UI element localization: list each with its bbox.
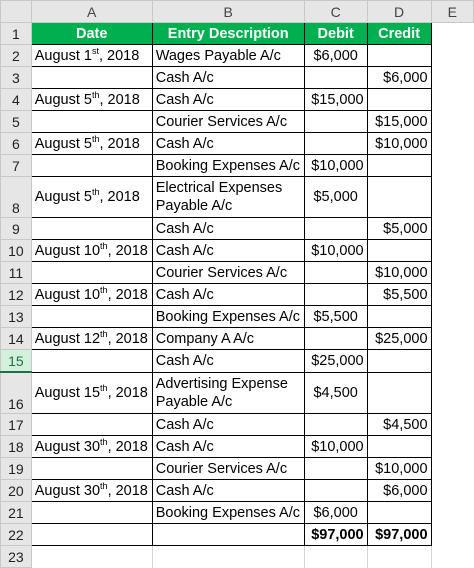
- credit-cell[interactable]: $15,000: [367, 111, 431, 133]
- description-cell[interactable]: Cash A/c: [152, 414, 304, 436]
- debit-cell[interactable]: [304, 218, 367, 240]
- debit-cell[interactable]: $6,000: [304, 45, 367, 67]
- description-cell[interactable]: Booking Expenses A/c: [152, 306, 304, 328]
- credit-cell[interactable]: [367, 177, 431, 218]
- table-row: [1, 502, 474, 524]
- credit-cell[interactable]: $4,500: [367, 414, 431, 436]
- total-row: [1, 524, 474, 546]
- row-header[interactable]: 3: [1, 67, 32, 89]
- empty-cell[interactable]: [31, 546, 152, 568]
- credit-cell[interactable]: [367, 436, 431, 458]
- table-row: [1, 262, 474, 284]
- credit-cell[interactable]: [367, 89, 431, 111]
- debit-cell[interactable]: [304, 111, 367, 133]
- table-row: [1, 111, 474, 133]
- debit-cell[interactable]: $10,000: [304, 240, 367, 262]
- row-header[interactable]: 12: [1, 284, 32, 306]
- date-cell[interactable]: [31, 414, 152, 436]
- debit-cell[interactable]: $25,000: [304, 350, 367, 373]
- date-cell[interactable]: [31, 67, 152, 89]
- date-cell[interactable]: [31, 284, 152, 306]
- description-cell[interactable]: Company A A/c: [152, 328, 304, 350]
- row-header[interactable]: 23: [1, 546, 32, 568]
- row-header[interactable]: 5: [1, 111, 32, 133]
- credit-cell[interactable]: [367, 306, 431, 328]
- description-cell[interactable]: Booking Expenses A/c: [152, 502, 304, 524]
- row-header[interactable]: 17: [1, 414, 32, 436]
- description-cell[interactable]: Courier Services A/c: [152, 458, 304, 480]
- credit-header[interactable]: Credit: [367, 23, 431, 45]
- date-year: , 2018: [107, 438, 148, 455]
- date-cell[interactable]: [31, 133, 152, 155]
- row-header[interactable]: 22: [1, 524, 32, 546]
- date-cell[interactable]: [31, 328, 152, 350]
- description-cell[interactable]: Cash A/c: [152, 480, 304, 502]
- date-suffix: th: [100, 284, 108, 295]
- empty-cell[interactable]: [431, 458, 473, 480]
- empty-cell[interactable]: [431, 45, 473, 67]
- table-row: [1, 284, 474, 306]
- debit-cell[interactable]: $5,000: [304, 177, 367, 218]
- date-cell[interactable]: [31, 262, 152, 284]
- description-cell[interactable]: Cash A/c: [152, 284, 304, 306]
- date-year: , 2018: [107, 242, 148, 259]
- debit-cell[interactable]: [304, 458, 367, 480]
- empty-cell[interactable]: [431, 67, 473, 89]
- credit-cell[interactable]: $10,000: [367, 458, 431, 480]
- empty-cell[interactable]: [431, 111, 473, 133]
- description-cell[interactable]: Cash A/c: [152, 89, 304, 111]
- date-year: , 2018: [99, 135, 140, 152]
- credit-cell[interactable]: [367, 350, 431, 373]
- date-text: August 15: [34, 384, 101, 401]
- date-cell[interactable]: [31, 45, 152, 67]
- debit-cell[interactable]: [304, 328, 367, 350]
- row-header[interactable]: 21: [1, 502, 32, 524]
- date-suffix: th: [91, 89, 100, 100]
- credit-cell[interactable]: [367, 372, 431, 414]
- credit-cell[interactable]: $5,500: [367, 284, 431, 306]
- credit-cell[interactable]: [367, 240, 431, 262]
- total-debit[interactable]: $97,000: [304, 524, 367, 546]
- credit-cell[interactable]: [367, 155, 431, 177]
- table-row: [1, 480, 474, 502]
- column-header-c[interactable]: C: [304, 1, 367, 23]
- date-text: August 10: [34, 242, 101, 259]
- total-credit[interactable]: $97,000: [367, 524, 431, 546]
- date-cell[interactable]: [31, 372, 152, 414]
- date-cell[interactable]: [31, 306, 152, 328]
- empty-cell[interactable]: [431, 524, 473, 546]
- credit-cell[interactable]: [367, 502, 431, 524]
- credit-cell[interactable]: [367, 45, 431, 67]
- column-header-a[interactable]: A: [31, 1, 152, 23]
- empty-cell[interactable]: [431, 480, 473, 502]
- table-row: [1, 240, 474, 262]
- empty-cell[interactable]: [431, 218, 473, 240]
- empty-cell[interactable]: [431, 284, 473, 306]
- description-cell[interactable]: Wages Payable A/c: [152, 45, 304, 67]
- date-cell[interactable]: [31, 240, 152, 262]
- table-row: [1, 546, 474, 568]
- debit-cell[interactable]: [304, 414, 367, 436]
- description-cell[interactable]: Courier Services A/c: [152, 111, 304, 133]
- row-header[interactable]: 1: [1, 23, 32, 45]
- row-header[interactable]: 14: [1, 328, 32, 350]
- credit-cell[interactable]: $5,000: [367, 218, 431, 240]
- date-year: , 2018: [107, 384, 148, 401]
- date-year: , 2018: [99, 47, 140, 64]
- debit-cell[interactable]: $6,000: [304, 502, 367, 524]
- date-text: August 12: [34, 330, 101, 347]
- empty-cell[interactable]: [431, 546, 473, 568]
- date-cell[interactable]: [31, 218, 152, 240]
- column-header-b[interactable]: B: [152, 1, 304, 23]
- date-suffix: th: [100, 240, 108, 251]
- description-cell[interactable]: Cash A/c: [152, 133, 304, 155]
- debit-cell[interactable]: $15,000: [304, 89, 367, 111]
- credit-cell[interactable]: $6,000: [367, 480, 431, 502]
- column-header-e[interactable]: E: [431, 1, 473, 23]
- row-header[interactable]: 8: [1, 177, 32, 218]
- empty-cell[interactable]: [431, 133, 473, 155]
- date-cell[interactable]: [31, 480, 152, 502]
- empty-cell[interactable]: [431, 350, 473, 373]
- debit-cell[interactable]: $5,500: [304, 306, 367, 328]
- date-year: , 2018: [99, 91, 140, 108]
- table-row: [1, 436, 474, 458]
- row-header[interactable]: 7: [1, 155, 32, 177]
- empty-cell[interactable]: [431, 502, 473, 524]
- date-cell[interactable]: [31, 177, 152, 218]
- date-text: August 5: [34, 91, 92, 108]
- date-text: August 30: [34, 482, 101, 499]
- table-row: [1, 177, 474, 218]
- table-row: [1, 218, 474, 240]
- empty-cell[interactable]: [431, 155, 473, 177]
- description-cell[interactable]: Cash A/c: [152, 350, 304, 373]
- select-all-corner[interactable]: [1, 1, 32, 23]
- debit-cell[interactable]: $10,000: [304, 155, 367, 177]
- date-suffix: th: [100, 382, 108, 393]
- row-header[interactable]: 6: [1, 133, 32, 155]
- date-suffix: th: [91, 187, 100, 198]
- credit-cell[interactable]: $10,000: [367, 133, 431, 155]
- column-header-row: [1, 1, 474, 23]
- description-cell[interactable]: Advertising Expense Payable A/c: [152, 372, 304, 414]
- debit-cell[interactable]: $4,500: [304, 372, 367, 414]
- row-header[interactable]: 18: [1, 436, 32, 458]
- credit-cell[interactable]: $25,000: [367, 328, 431, 350]
- table-row: [1, 372, 474, 414]
- debit-cell[interactable]: [304, 262, 367, 284]
- row-header[interactable]: 4: [1, 89, 32, 111]
- date-suffix: th: [100, 436, 108, 447]
- date-year: , 2018: [107, 286, 148, 303]
- row-header[interactable]: 9: [1, 218, 32, 240]
- row-header[interactable]: 20: [1, 480, 32, 502]
- date-text: August 1: [34, 47, 92, 64]
- empty-cell[interactable]: [367, 546, 431, 568]
- table-row: [1, 350, 474, 373]
- table-row: [1, 414, 474, 436]
- description-cell[interactable]: Cash A/c: [152, 67, 304, 89]
- table-row: [1, 133, 474, 155]
- row-header[interactable]: 2: [1, 45, 32, 67]
- table-header-row: [1, 23, 474, 45]
- empty-cell[interactable]: [431, 372, 473, 414]
- empty-cell[interactable]: [431, 89, 473, 111]
- table-row: [1, 155, 474, 177]
- row-header[interactable]: 16: [1, 372, 32, 414]
- row-header[interactable]: 13: [1, 306, 32, 328]
- date-cell[interactable]: [31, 502, 152, 524]
- date-cell[interactable]: [31, 436, 152, 458]
- credit-cell[interactable]: $10,000: [367, 262, 431, 284]
- description-cell[interactable]: Electrical Expenses Payable A/c: [152, 177, 304, 218]
- table-row: [1, 306, 474, 328]
- date-text: August 5: [34, 135, 92, 152]
- date-text: August 5: [34, 189, 92, 205]
- description-cell[interactable]: Booking Expenses A/c: [152, 155, 304, 177]
- date-year: , 2018: [99, 189, 140, 205]
- debit-cell[interactable]: [304, 284, 367, 306]
- date-cell[interactable]: [31, 89, 152, 111]
- table-row: [1, 67, 474, 89]
- date-suffix: th: [100, 480, 108, 491]
- table-row: [1, 458, 474, 480]
- date-cell[interactable]: [31, 524, 152, 546]
- empty-cell[interactable]: [431, 240, 473, 262]
- date-cell[interactable]: [31, 155, 152, 177]
- column-header-d[interactable]: D: [367, 1, 431, 23]
- table-row: [1, 89, 474, 111]
- row-header[interactable]: 10: [1, 240, 32, 262]
- row-header[interactable]: 19: [1, 458, 32, 480]
- table-row: [1, 328, 474, 350]
- date-cell[interactable]: [31, 350, 152, 373]
- description-cell[interactable]: [152, 524, 304, 546]
- empty-cell[interactable]: [304, 546, 367, 568]
- empty-cell[interactable]: [431, 23, 473, 45]
- date-cell[interactable]: [31, 458, 152, 480]
- date-suffix: th: [100, 328, 108, 339]
- debit-cell[interactable]: $10,000: [304, 436, 367, 458]
- table-row: [1, 45, 474, 67]
- empty-cell[interactable]: [431, 414, 473, 436]
- date-text: August 30: [34, 438, 101, 455]
- description-header[interactable]: Entry Description: [152, 23, 304, 45]
- description-cell[interactable]: Cash A/c: [152, 436, 304, 458]
- debit-cell[interactable]: [304, 133, 367, 155]
- debit-cell[interactable]: [304, 67, 367, 89]
- empty-cell[interactable]: [431, 262, 473, 284]
- empty-cell[interactable]: [431, 306, 473, 328]
- date-year: , 2018: [107, 482, 148, 499]
- date-cell[interactable]: [31, 111, 152, 133]
- empty-cell[interactable]: [431, 177, 473, 218]
- empty-cell[interactable]: [152, 546, 304, 568]
- date-header[interactable]: Date: [31, 23, 152, 45]
- description-cell[interactable]: Courier Services A/c: [152, 262, 304, 284]
- debit-header[interactable]: Debit: [304, 23, 367, 45]
- date-suffix: st: [91, 45, 99, 56]
- empty-cell[interactable]: [431, 328, 473, 350]
- row-header[interactable]: 15: [1, 350, 32, 373]
- empty-cell[interactable]: [431, 436, 473, 458]
- credit-cell[interactable]: $6,000: [367, 67, 431, 89]
- row-header[interactable]: 11: [1, 262, 32, 284]
- description-cell[interactable]: Cash A/c: [152, 218, 304, 240]
- debit-cell[interactable]: [304, 480, 367, 502]
- date-suffix: th: [91, 133, 100, 144]
- date-text: August 10: [34, 286, 101, 303]
- date-year: , 2018: [107, 330, 148, 347]
- description-cell[interactable]: Cash A/c: [152, 240, 304, 262]
